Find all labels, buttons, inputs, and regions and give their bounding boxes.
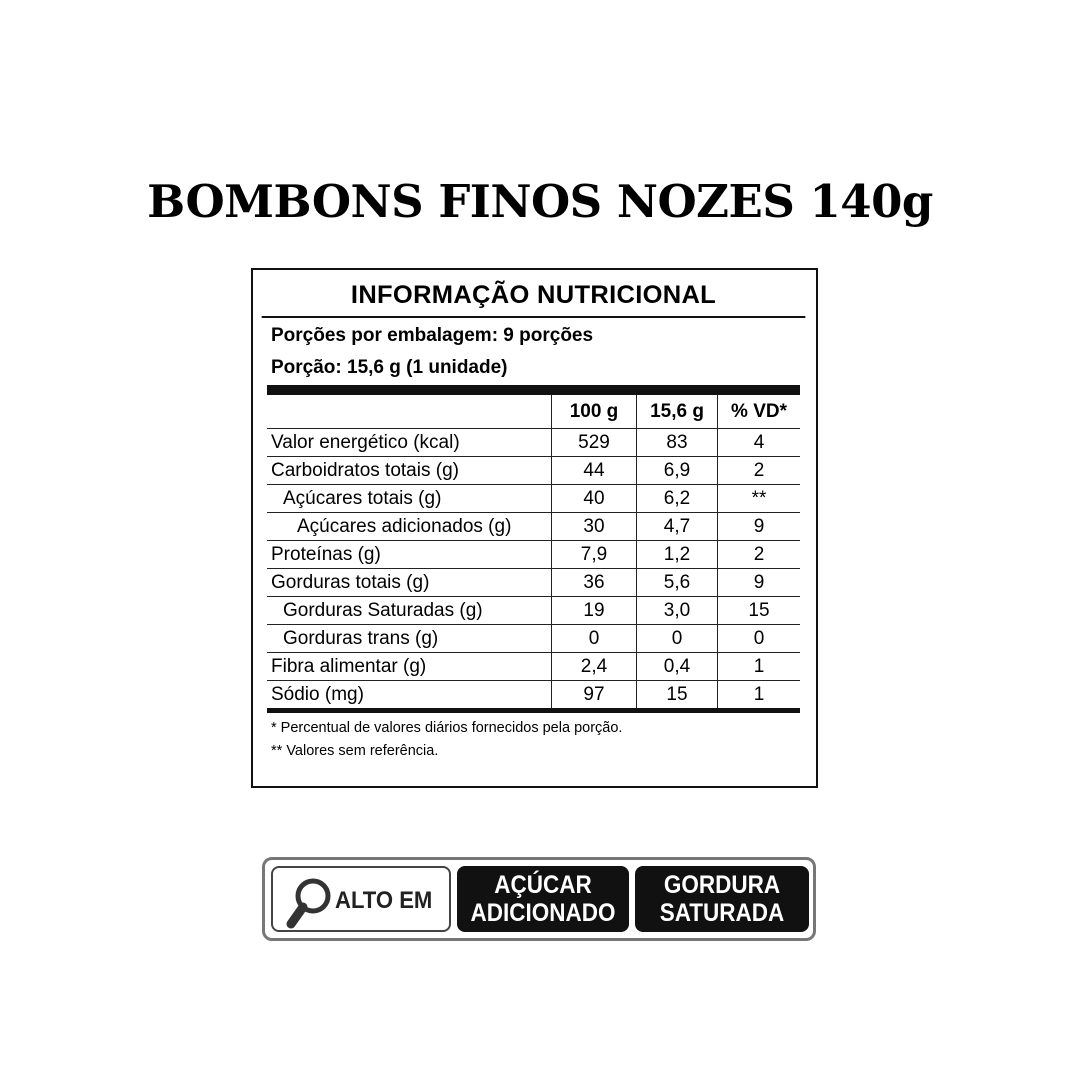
value-portion: 6,2 — [637, 485, 718, 513]
value-vd: 0 — [718, 625, 801, 653]
nutrition-heading: INFORMAÇÃO NUTRICIONAL — [262, 270, 806, 318]
value-100g: 97 — [552, 681, 637, 709]
value-100g: 7,9 — [552, 541, 637, 569]
nutrient-name: Gorduras trans (g) — [267, 625, 552, 653]
footnotes — [267, 713, 800, 763]
value-100g: 0 — [552, 625, 637, 653]
nutrient-name: Gorduras Saturadas (g) — [267, 597, 552, 625]
servings-per-pack: Porções por embalagem: 9 porções — [271, 325, 594, 346]
value-100g: 19 — [552, 597, 637, 625]
front-warning-seal — [262, 857, 816, 941]
nutrient-name: Carboidratos totais (g) — [267, 457, 552, 485]
column-header-vd: % VD* — [718, 395, 801, 429]
value-portion: 1,2 — [637, 541, 718, 569]
seal-alto-em-box — [271, 866, 451, 932]
value-portion: 5,6 — [637, 569, 718, 597]
table-row — [267, 457, 800, 485]
nutrient-name: Fibra alimentar (g) — [267, 653, 552, 681]
column-header-nutrient — [267, 395, 552, 429]
nutrient-name: Valor energético (kcal) — [267, 429, 552, 457]
serving-size: Porção: 15,6 g (1 unidade) — [271, 357, 508, 378]
seal-acucar-adicionado — [457, 866, 629, 932]
value-portion: 6,9 — [637, 457, 718, 485]
nutrition-facts-label — [251, 268, 818, 788]
value-portion: 4,7 — [637, 513, 718, 541]
table-row — [267, 653, 800, 681]
value-vd: 1 — [718, 681, 801, 709]
value-portion: 15 — [637, 681, 718, 709]
value-vd: ** — [718, 485, 801, 513]
value-100g: 44 — [552, 457, 637, 485]
value-100g: 2,4 — [552, 653, 637, 681]
column-header-100g: 100 g — [552, 395, 637, 429]
nutrition-table — [267, 395, 800, 708]
nutrient-name: Açúcares totais (g) — [267, 485, 552, 513]
value-vd: 9 — [718, 569, 801, 597]
value-100g: 40 — [552, 485, 637, 513]
value-portion: 0 — [637, 625, 718, 653]
value-vd: 1 — [718, 653, 801, 681]
nutrient-name: Sódio (mg) — [271, 684, 364, 705]
table-row — [267, 625, 800, 653]
value-vd: 15 — [718, 597, 801, 625]
nutrient-name: Proteínas (g) — [267, 541, 552, 569]
footnote-no-reference: ** Valores sem referência. — [271, 743, 439, 759]
table-row — [267, 513, 800, 541]
table-row — [267, 681, 800, 709]
value-portion: 0,4 — [637, 653, 718, 681]
table-header-row — [267, 395, 800, 429]
footnote-vd: * Percentual de valores diários fornecidos pela porção. — [271, 720, 623, 736]
value-100g: 529 — [552, 429, 637, 457]
table-row — [267, 541, 800, 569]
nutrient-name: Gorduras totais (g) — [267, 569, 552, 597]
table-row — [267, 569, 800, 597]
value-vd: 4 — [718, 429, 801, 457]
value-portion: 83 — [637, 429, 718, 457]
seal-item-line2: ADICIONADO — [470, 899, 616, 927]
value-100g: 30 — [552, 513, 637, 541]
column-header-portion: 15,6 g — [637, 395, 718, 429]
value-vd: 2 — [718, 457, 801, 485]
product-title: BOMBONS FINOS NOZES 140g — [147, 175, 933, 228]
seal-item-line2: SATURADA — [659, 899, 785, 927]
nutrient-name: Açúcares adicionados (g) — [267, 513, 552, 541]
seal-item-line1: AÇÚCAR — [494, 871, 592, 899]
table-row — [267, 597, 800, 625]
thick-divider — [267, 385, 800, 395]
value-vd: 9 — [718, 513, 801, 541]
value-portion: 3,0 — [637, 597, 718, 625]
value-vd: 2 — [718, 541, 801, 569]
table-row — [267, 485, 800, 513]
seal-prefix: ALTO EM — [335, 887, 433, 914]
seal-gordura-saturada — [635, 866, 809, 932]
table-row — [267, 429, 800, 457]
seal-item-line1: GORDURA — [663, 871, 781, 899]
value-100g: 36 — [552, 569, 637, 597]
